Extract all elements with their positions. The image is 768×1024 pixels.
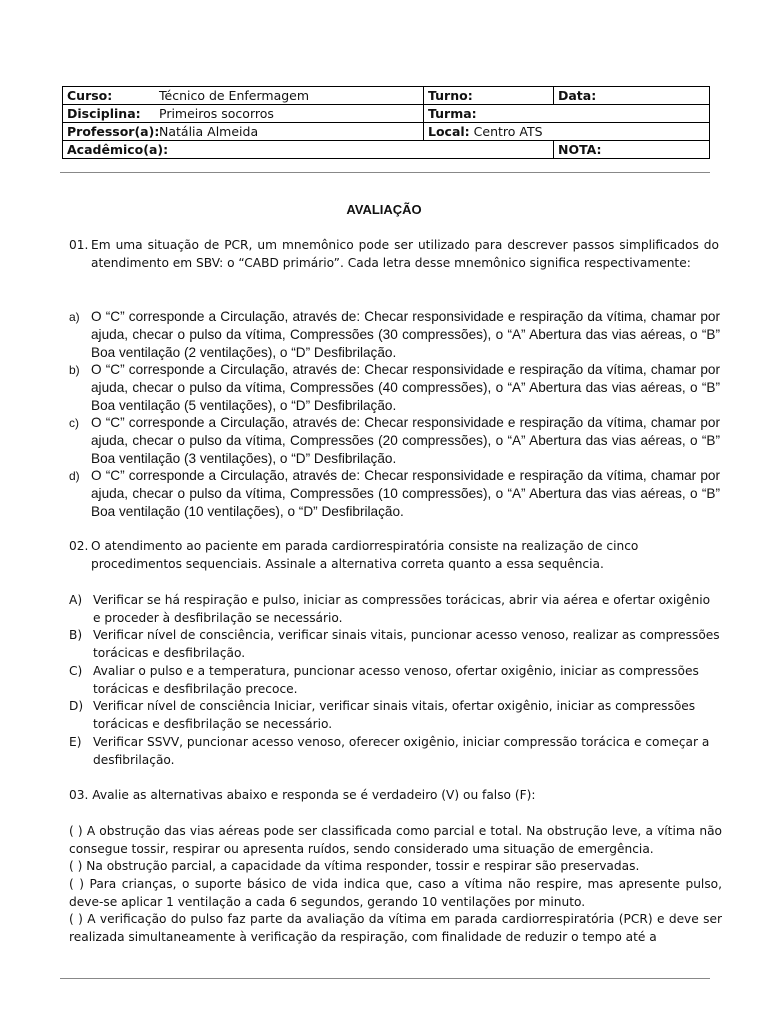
- curso-cell: [63, 87, 424, 105]
- local-value: Centro ATS: [473, 124, 543, 139]
- question-3-item-4[interactable]: ( ) A verificação do pulso faz parte da avaliação da vítima em parada cardiorrespiratória (PCR) e deve ser realizada simultaneamente à verificação da respiração, com finalidade de reduzir o tempo até a: [69, 912, 722, 944]
- question-1-option-a[interactable]: [69, 308, 720, 362]
- question-2-option-e[interactable]: [69, 734, 720, 769]
- data-label: Data:: [558, 88, 597, 103]
- academico-cell: [63, 141, 554, 159]
- question-2-option-a[interactable]: [69, 592, 720, 627]
- option-text: O “C” corresponde a Circulação, através de: Checar responsividade e respiração da vítima, chamar por ajuda, checar o pulso da vítima, Compressões (20 compressões), o “A” Abertura das vias aéreas, o “B” Boa ventilação (3 ventilações), o “D” Desfibrilação.: [91, 415, 720, 466]
- professor-label: Professor(a):: [67, 124, 160, 139]
- bottom-divider: [60, 978, 710, 979]
- question-1: [69, 237, 719, 272]
- question-1-option-b[interactable]: [69, 361, 720, 415]
- option-text: Verificar nível de consciência Iniciar, verificar sinais vitais, ofertar oxigênio, iniciar as compressões torácicas e desfibrilação se necessário.: [93, 699, 696, 731]
- question-1-option-c[interactable]: [69, 414, 720, 468]
- option-text: Verificar SSVV, puncionar acesso venoso, oferecer oxigênio, iniciar compressão torácica e começar a desfibrilação.: [93, 735, 710, 767]
- nota-label: NOTA:: [558, 142, 602, 157]
- disciplina-value: Primeiros socorros: [159, 106, 274, 121]
- curso-value: Técnico de Enfermagem: [159, 88, 310, 103]
- question-3-item-1[interactable]: ( ) A obstrução das vias aéreas pode ser classificada como parcial e total. Na obstrução leve, a vítima não consegue tossir, respirar ou apresenta ruídos, sendo considerado uma situação de emergência.: [69, 824, 722, 856]
- question-3-item-2[interactable]: ( ) Na obstrução parcial, a capacidade da vítima responder, tossir e respirar são preservadas.: [69, 859, 640, 873]
- question-1-text: Em uma situação de PCR, um mnemônico pode ser utilizado para descrever passos simplificados do atendimento em SBV: o “CABD primário”. Cada letra desse mnemônico significa respectivamente:: [91, 238, 719, 270]
- local-label: Local:: [428, 124, 470, 139]
- option-text: Avaliar o pulso e a temperatura, puncionar acesso venoso, ofertar oxigênio, iniciar as compressões torácicas e desfibrilação precoce.: [93, 664, 699, 696]
- option-text: O “C” corresponde a Circulação, através de: Checar responsividade e respiração da vítima, chamar por ajuda, checar o pulso da vítima, Compressões (40 compressões), o “A” Abertura das vias aéreas, o “B” Boa ventilação (5 ventilações), o “D” Desfibrilação.: [91, 362, 720, 413]
- page-title: AVALIAÇÃO: [346, 202, 422, 217]
- curso-label: Curso:: [67, 88, 113, 103]
- option-key: D): [69, 699, 84, 713]
- disciplina-cell: [63, 105, 424, 123]
- disciplina-label: Disciplina:: [67, 106, 141, 121]
- nota-cell: [554, 141, 710, 159]
- option-key: E): [69, 735, 82, 749]
- question-1-option-d[interactable]: [69, 467, 720, 521]
- option-key: b): [69, 363, 80, 377]
- option-key: A): [69, 593, 83, 607]
- question-2-option-b[interactable]: [69, 627, 720, 662]
- option-key: C): [69, 664, 83, 678]
- turma-cell: [424, 105, 710, 123]
- option-text: O “C” corresponde a Circulação, através de: Checar responsividade e respiração da vítima, chamar por ajuda, checar o pulso da vítima, Compressões (30 compressões), o “A” Abertura das vias aéreas, o “B” Boa ventilação (2 ventilações), o “D” Desfibrilação.: [91, 309, 720, 360]
- option-key: B): [69, 628, 83, 642]
- option-key: c): [69, 416, 79, 430]
- question-2-option-c[interactable]: [69, 663, 720, 698]
- option-text: Verificar nível de consciência, verificar sinais vitais, puncionar acesso venoso, realizar as compressões torácicas e desfibrilação.: [93, 628, 720, 660]
- professor-cell: [63, 123, 424, 141]
- option-text: O “C” corresponde a Circulação, através de: Checar responsividade e respiração da vítima, chamar por ajuda, checar o pulso da vítima, Compressões (10 compressões), o “A” Abertura das vias aéreas, o “B” Boa ventilação (10 ventilações), o “D” Desfibrilação.: [91, 468, 720, 519]
- data-cell: [554, 87, 710, 105]
- question-2-number: 02.: [69, 539, 89, 553]
- question-1-number: 01.: [69, 238, 89, 252]
- turma-label: Turma:: [428, 106, 477, 121]
- top-divider: [60, 172, 710, 173]
- question-3-item-3[interactable]: ( ) Para crianças, o suporte básico de vida indica que, caso a vítima não respire, mas apresente pulso, deve-se aplicar 1 ventilação a cada 6 segundos, gerando 10 ventilações por minuto.: [69, 877, 722, 909]
- question-2-text: O atendimento ao paciente em parada cardiorrespiratória consiste na realização de cinco procedimentos sequenciais. Assinale a alternativa correta quanto a essa sequência.: [91, 539, 639, 571]
- turno-cell: [424, 87, 554, 105]
- question-3-text: 03. Avalie as alternativas abaixo e responda se é verdadeiro (V) ou falso (F):: [69, 788, 536, 802]
- turno-label: Turno:: [428, 88, 473, 103]
- local-cell: [424, 123, 710, 141]
- header-table: [62, 86, 710, 159]
- option-key: d): [69, 469, 80, 483]
- question-2-option-d[interactable]: [69, 698, 720, 733]
- option-key: a): [69, 310, 80, 324]
- option-text: Verificar se há respiração e pulso, iniciar as compressões torácicas, abrir via aérea e ofertar oxigênio e proceder à desfibrilação se necessário.: [93, 593, 711, 625]
- academico-label: Acadêmico(a):: [67, 142, 169, 157]
- professor-value: Natália Almeida: [159, 124, 259, 139]
- question-2: [69, 538, 719, 573]
